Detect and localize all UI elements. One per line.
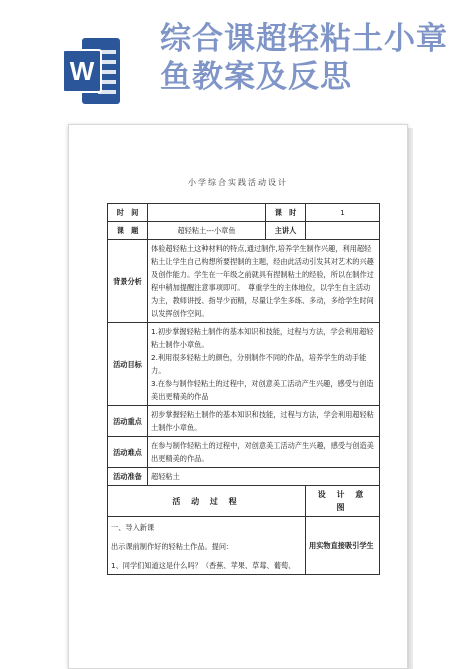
- table-row: [108, 222, 380, 240]
- table-row: [108, 204, 380, 222]
- process-content: [108, 517, 306, 575]
- process-line: 1、同学们知道这是什么吗？（香蕉、苹果、草莓、葡萄、: [111, 561, 296, 570]
- lesson-plan-table: [107, 203, 380, 575]
- background-text: 体验超轻粘土这种材料的特点,通过制作,培养学生制作兴趣，利用超轻粘土让学生自己构想所要捏制的主题，经由此活动引发其对艺术的兴趣及创作能力。学生在一年级之前就具有捏制粘土的经验，所以在制作过程中稍加提醒注意事项即可。 尊重学生的主体地位，以学生自主活动为主，教师讲授、指导少而精，尽量让学生多练、多动，多给学生时间以发挥创作空间。: [148, 240, 380, 323]
- lecturer-value: [306, 222, 380, 240]
- table-row: [108, 486, 380, 517]
- document-sheet[interactable]: [68, 124, 408, 669]
- difficulty-label: 活动难点: [108, 437, 148, 468]
- goal-item: 1.初步掌握轻粘土制作的基本知识和技能，过程与方法，学会利用超轻粘土制作小章鱼。: [151, 327, 374, 349]
- key-point-label: 活动重点: [108, 406, 148, 437]
- word-document-icon: [62, 38, 120, 104]
- page-title: 综合课超轻粘土小章鱼教案及反思: [160, 21, 448, 95]
- design-intent-text: 用实物直接吸引学生: [306, 517, 380, 575]
- table-row: [108, 240, 380, 323]
- table-row: [108, 517, 380, 575]
- process-header: 活 动 过 程: [108, 486, 306, 517]
- class-hours-label: 课 时: [266, 204, 306, 222]
- goal-label: 活动目标: [108, 323, 148, 406]
- lecturer-label: 主讲人: [266, 222, 306, 240]
- process-line: 一、导入新课: [111, 523, 155, 532]
- word-letter-badge: W: [62, 49, 102, 93]
- goal-item: 3.在参与制作轻粘土的过程中，对创意美工活动产生兴趣，感受与创造美出更精美的作品: [151, 379, 374, 401]
- process-line: 出示课前制作好的轻粘土作品。提问：: [111, 542, 234, 551]
- design-intent-header: 设 计 意 图: [306, 486, 380, 517]
- topic-label: 课 题: [108, 222, 148, 240]
- table-row: [108, 406, 380, 437]
- preparation-label: 活动准备: [108, 468, 148, 486]
- time-label: 时 间: [108, 204, 148, 222]
- time-value: [148, 204, 266, 222]
- topic-value: 超轻粘土---小章鱼: [148, 222, 266, 240]
- header-banner: [0, 0, 474, 112]
- table-row: [108, 437, 380, 468]
- goal-item: 2.利用很多轻粘土的颜色，分别制作不同的作品，培养学生的动手能力。: [151, 353, 367, 375]
- table-row: [108, 323, 380, 406]
- background-label: 背景分析: [108, 240, 148, 323]
- key-point-text: 初步掌握轻粘土制作的基本知识和技能，过程与方法，学会利用超轻粘土制作小章鱼。: [148, 406, 380, 437]
- table-row: [108, 468, 380, 486]
- class-hours-value: 1: [306, 204, 380, 222]
- document-caption: 小学综合实践活动设计: [188, 178, 288, 187]
- goal-list: [148, 323, 380, 406]
- difficulty-text: 在参与制作轻粘土的过程中，对创意美工活动产生兴趣，感受与创造美出更精美的作品。: [148, 437, 380, 468]
- preparation-text: 超轻粘土: [148, 468, 380, 486]
